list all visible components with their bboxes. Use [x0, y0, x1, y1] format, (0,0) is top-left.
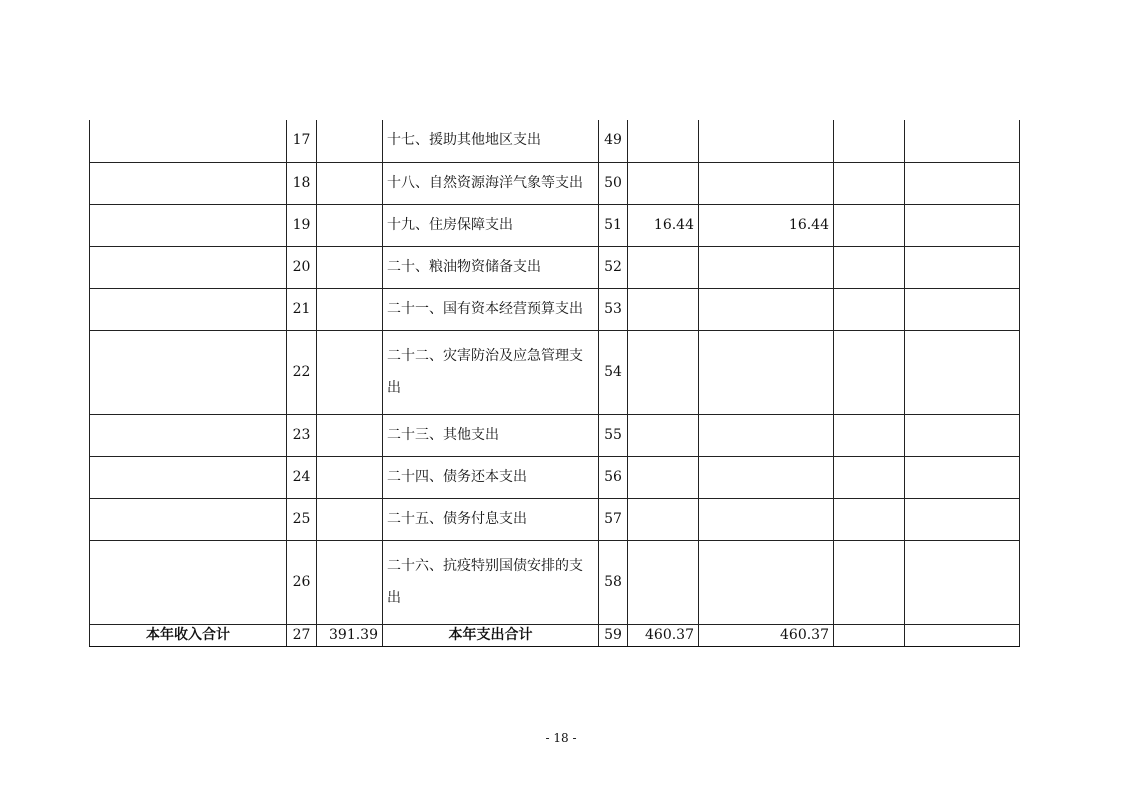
expense-general-cell	[699, 162, 834, 204]
income-item-cell	[90, 540, 287, 624]
expense-line-number: 49	[599, 120, 628, 162]
empty-cell	[905, 120, 1020, 162]
expense-general-cell	[699, 120, 834, 162]
expense-total-cell	[628, 330, 699, 414]
income-item-cell	[90, 288, 287, 330]
expense-general-cell	[699, 456, 834, 498]
expense-general-cell	[699, 498, 834, 540]
expense-item-label: 十八、自然资源海洋气象等支出	[383, 162, 599, 204]
expense-total-label: 本年支出合计	[383, 624, 599, 646]
expense-general-amount: 460.37	[699, 624, 834, 646]
table-row	[90, 162, 1020, 204]
income-amount-cell	[317, 330, 383, 414]
empty-cell	[834, 624, 905, 646]
income-amount-cell	[317, 414, 383, 456]
income-line-number: 23	[287, 414, 317, 456]
empty-cell	[834, 204, 905, 246]
expense-total-cell	[628, 540, 699, 624]
income-item-cell	[90, 498, 287, 540]
income-total-line: 27	[287, 624, 317, 646]
table-row	[90, 204, 1020, 246]
expense-item-label: 二十三、其他支出	[383, 414, 599, 456]
income-item-cell	[90, 204, 287, 246]
expense-item-label: 二十四、债务还本支出	[383, 456, 599, 498]
table-row	[90, 456, 1020, 498]
expense-total-cell: 16.44	[628, 204, 699, 246]
expense-line-number: 54	[599, 330, 628, 414]
income-amount-cell	[317, 162, 383, 204]
income-amount-cell	[317, 120, 383, 162]
income-line-number: 19	[287, 204, 317, 246]
expense-total-cell	[628, 120, 699, 162]
empty-cell	[834, 120, 905, 162]
income-amount-cell	[317, 246, 383, 288]
empty-cell	[834, 246, 905, 288]
empty-cell	[905, 414, 1020, 456]
expense-item-label: 二十一、国有资本经营预算支出	[383, 288, 599, 330]
expense-general-cell	[699, 330, 834, 414]
expense-total-cell	[628, 456, 699, 498]
expense-general-cell	[699, 288, 834, 330]
expense-item-label: 十九、住房保障支出	[383, 204, 599, 246]
expense-line-number: 51	[599, 204, 628, 246]
expense-total-cell	[628, 498, 699, 540]
income-amount-cell	[317, 288, 383, 330]
empty-cell	[834, 288, 905, 330]
empty-cell	[834, 540, 905, 624]
expense-line-number: 57	[599, 498, 628, 540]
expense-line-number: 55	[599, 414, 628, 456]
expense-item-label: 二十二、灾害防治及应急管理支出	[383, 330, 599, 414]
income-item-cell	[90, 456, 287, 498]
empty-cell	[905, 288, 1020, 330]
expense-item-label: 二十、粮油物资储备支出	[383, 246, 599, 288]
income-item-cell	[90, 162, 287, 204]
expense-general-cell	[699, 246, 834, 288]
income-line-number: 25	[287, 498, 317, 540]
expense-item-label: 二十五、债务付息支出	[383, 498, 599, 540]
expense-line-number: 53	[599, 288, 628, 330]
table-row	[90, 498, 1020, 540]
table-row	[90, 414, 1020, 456]
income-line-number: 24	[287, 456, 317, 498]
expense-total-cell	[628, 162, 699, 204]
empty-cell	[905, 330, 1020, 414]
expense-item-label: 二十六、抗疫特别国债安排的支出	[383, 540, 599, 624]
income-line-number: 17	[287, 120, 317, 162]
expense-total-cell	[628, 414, 699, 456]
income-line-number: 18	[287, 162, 317, 204]
empty-cell	[834, 162, 905, 204]
empty-cell	[905, 246, 1020, 288]
expense-total-line: 59	[599, 624, 628, 646]
table-row	[90, 540, 1020, 624]
income-line-number: 20	[287, 246, 317, 288]
income-line-number: 21	[287, 288, 317, 330]
empty-cell	[834, 414, 905, 456]
income-line-number: 26	[287, 540, 317, 624]
expense-general-cell: 16.44	[699, 204, 834, 246]
income-amount-cell	[317, 204, 383, 246]
empty-cell	[905, 540, 1020, 624]
table-row	[90, 330, 1020, 414]
expense-line-number: 50	[599, 162, 628, 204]
income-amount-cell	[317, 456, 383, 498]
empty-cell	[834, 498, 905, 540]
expense-total-amount: 460.37	[628, 624, 699, 646]
income-amount-cell	[317, 540, 383, 624]
empty-cell	[905, 162, 1020, 204]
empty-cell	[834, 456, 905, 498]
empty-cell	[905, 498, 1020, 540]
page-number: - 18 -	[545, 731, 577, 745]
table-body	[90, 120, 1020, 646]
budget-table	[89, 120, 1020, 647]
empty-cell	[905, 456, 1020, 498]
income-item-cell	[90, 246, 287, 288]
table-row	[90, 246, 1020, 288]
empty-cell	[905, 624, 1020, 646]
table-row	[90, 120, 1020, 162]
income-item-cell	[90, 414, 287, 456]
table-row	[90, 288, 1020, 330]
totals-row	[90, 624, 1020, 646]
expense-item-label: 十七、援助其他地区支出	[383, 120, 599, 162]
income-total-label: 本年收入合计	[90, 624, 287, 646]
expense-total-cell	[628, 246, 699, 288]
expense-line-number: 56	[599, 456, 628, 498]
expense-total-cell	[628, 288, 699, 330]
income-line-number: 22	[287, 330, 317, 414]
income-total-amount: 391.39	[317, 624, 383, 646]
income-amount-cell	[317, 498, 383, 540]
empty-cell	[834, 330, 905, 414]
expense-line-number: 58	[599, 540, 628, 624]
income-item-cell	[90, 330, 287, 414]
expense-line-number: 52	[599, 246, 628, 288]
empty-cell	[905, 204, 1020, 246]
expense-general-cell	[699, 540, 834, 624]
expense-general-cell	[699, 414, 834, 456]
income-item-cell	[90, 120, 287, 162]
